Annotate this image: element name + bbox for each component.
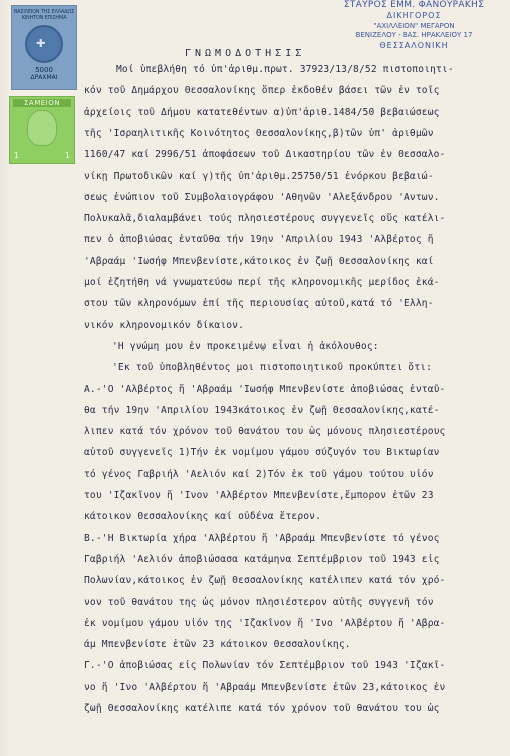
document-title: ΓΝΩΜΟΔΟΤΗΣΙΣ <box>185 48 306 59</box>
letterhead-city: ΘΕΣΣΑΛΟΝΙΚΗ <box>379 41 449 50</box>
revenue-stamp-blue <box>11 5 77 90</box>
stamp-blue-header: ΒΑΣΙΛΕΙΟΝ ΤΗΣ ΕΛΛΑΔΟΣ ΚΙΝΗΤΟΝ ΕΠΙΣΗΜΑ <box>13 9 75 21</box>
document-line: Β.-'Η Βικτωρία χήρα 'Αλβέρτου ἤ 'Αβραάμ Μπενβενίστε τό γένος <box>84 532 440 544</box>
document-line: Γ.-'Ο ἀποβιώσας εἰς Πολωνίαν τόν Σεπτέμβριον τοῦ 1943 'Ιζακῖ- <box>84 660 446 672</box>
document-line: κάτοικον Θεσσαλονίκης καί οὐδένα ἕτερον. <box>84 511 322 523</box>
document-line: νικόν κληρονομικόν δίκαιον. <box>84 319 244 331</box>
document-line: 'Αβραάμ 'Ιωσήφ Μπενβενίστε,κάτοικος ἐν ζωῇ Θεσσαλονίκης καί <box>84 255 434 267</box>
portrait-icon <box>27 110 57 146</box>
document-line: Α.-'Ο 'Αλβέρτος ἤ 'Αβραάμ 'Ιωσήφ Μπενβενίστε ἀποβιώσας ἐνταῦ- <box>84 383 446 395</box>
document-line: 'Η γνώμη μου ἐν προκειμένῳ εἶναι ἡ ἀκόλουθος: <box>112 340 379 352</box>
document-line: νον τοῦ θανάτου της ὡς μόνον πλησιέστερον αὐτῆς συγγενῆ τόν <box>84 596 434 608</box>
document-line: τῆς 'Ισραηλιτικῆς Κοινότητος Θεσσαλονίκης,β)τῶν ὑπ' ἀριθμῶν <box>84 127 434 139</box>
document-line: ἀρχείοις τοῦ Δήμου κατατεθέντων α)ὑπ'ἀριθ.1484/50 βεβαιώσεως <box>84 106 440 118</box>
document-line: ζωῇ Θεσσαλονίκης κατέλιπε κατά τόν χρόνον τοῦ θανάτου του ὡς <box>84 703 440 714</box>
document-line: 1160/47 καί 2996/51 ἀποφάσεων τοῦ Δικαστηρίου τῶν ἐν Θεσσαλο- <box>84 149 446 161</box>
letterhead-address-1: "ΑΧΙΛΛΕΙΟΝ" ΜΕΓΑΡΟΝ <box>373 22 455 30</box>
letterhead-address-2: ΒΕΝΙΖΕΛΟΥ - ΒΑΣ. ΗΡΑΚΛΕΙΟΥ 17 <box>355 31 473 39</box>
letterhead-name: ΣΤΑΥΡΟΣ ΕΜΜ. ΦΑΝΟΥΡΑΚΗΣ <box>343 0 485 10</box>
document-line: τό γένος Γαβριήλ 'Αελιόν καί 2)Τόν ἐκ τοῦ γάμου τούτου υἱόν <box>84 468 434 480</box>
stamp-blue-value: 5000 <box>35 66 53 74</box>
document-line: νο ἤ 'Ινο 'Αλβέρτου ἤ 'Αβραάμ Μπενβενίστε ἐτῶν 23,κάτοικος ἐν <box>84 681 446 693</box>
document-line: ἐκ νομίμου γάμου υἱόν της 'Ιζακῖνον ἤ 'Ινο 'Αλβέρτου ἤ 'Αβρα- <box>84 617 446 629</box>
coat-of-arms-icon <box>25 25 63 63</box>
document-line: πεν ὁ ἀποβιώσας ἐνταῦθα τήν 19ην 'Απριλίου 1943 'Αλβέρτος ἤ <box>84 234 434 246</box>
revenue-stamp-green <box>9 96 75 164</box>
stamp-green-header: ΣΑΜΕΙΟΝ <box>13 99 71 107</box>
document-line: λιπεν κατά τόν χρόνον τοῦ θανάτου του ὡς μόνους πλησιεστέρους <box>84 426 446 438</box>
document-line: σεως ἐνώπιον τοῦ Συμβολαιογράφου 'Αθηνῶν 'Αλεξάνδρου 'Αντων. <box>84 191 440 203</box>
document-line: του 'Ιζακῖνον ἤ 'Ινον 'Αλβέρτον Μπενβενίστε,ἔμπορον ἐτῶν 23 <box>84 490 434 501</box>
document-line: Γαβριήλ 'Αελιόν ἀποβιώσασα κατάμηνα Σεπτέμβριον τοῦ 1943 εἰς <box>84 553 440 565</box>
document-line: Μοί ὑπεβλήθη τό ὑπ'ἀριθμ.πρωτ. 37923/13/8/52 πιστοποιητι- <box>116 64 454 75</box>
document-line: κόν τοῦ Δημάρχου Θεσσαλονίκης ὅπερ ἐκδοθέν βάσει τῶν ἐν τοῖς <box>84 85 440 97</box>
document-line: στου τῶν κληρονόμων ἐπί τῆς περιουσίας αὐτοῦ,κατά τό 'Ελλη- <box>84 298 434 310</box>
document-line: θα τήν 19ην 'Απριλίου 1943κάτοικος ἐν ζωῇ Θεσσαλονίκης,κατέ- <box>84 404 440 416</box>
letterhead <box>324 0 504 50</box>
document-line: αὐτοῦ συγγενεῖς 1)Τήν ἐκ νομίμου γάμου σύζυγόν του Βικτωρίαν <box>84 447 440 459</box>
document-line: Πολωνίαν,κάτοικος ἐν ζωῇ Θεσσαλονίκης κατέλιπεν κατά τόν χρό- <box>84 575 446 587</box>
document-line: 'Εκ τοῦ ὑποβληθέντος μοι πιστοποιητικοῦ προκύπτει ὅτι: <box>112 362 432 374</box>
stamp-green-num-left: 1 <box>14 151 20 160</box>
stamp-blue-unit: ΔΡΑΧΜΑΙ <box>30 74 58 81</box>
document-line: νίκῃ Πρωτοδικῶν καί γ)τῆς ὑπ'ἀριθμ.25750/51 ἐνόρκου βεβαιώ- <box>84 170 434 182</box>
stamp-green-num-right: 1 <box>64 151 70 160</box>
document-line: άμ Μπενβενίστε ἐτῶν 23 κάτοικον Θεσσαλονίκης. <box>84 639 351 651</box>
letterhead-role: ΔΙΚΗΓΟΡΟΣ <box>386 11 442 20</box>
document-line: Πολυκαλᾶ,διαλαμβάνει τούς πλησιεστέρους συγγενεῖς οὕς κατέλι- <box>84 213 446 225</box>
document-line: μοί ἐζητήθη νά γνωματεύσω περί τῆς κληρονομικῆς μερίδος ἑκά- <box>84 277 440 288</box>
